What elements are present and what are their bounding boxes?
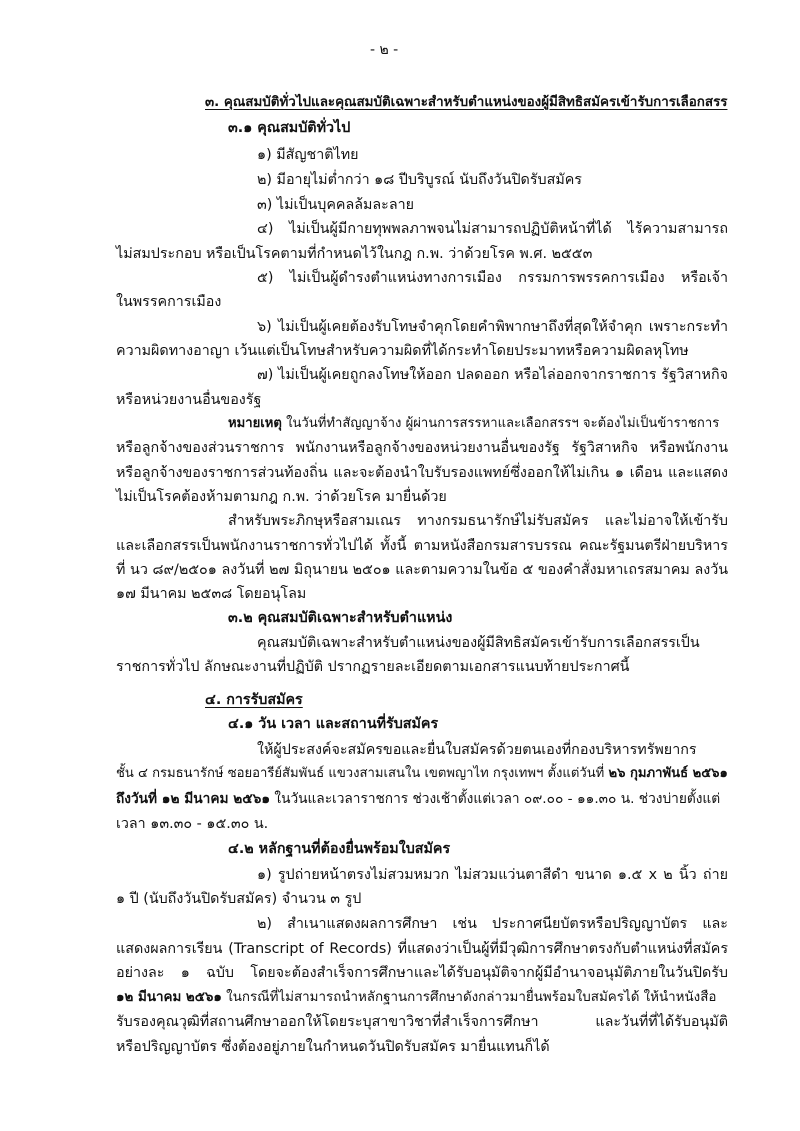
section-3-1-title: ๓.๑ คุณสมบัติทั่วไป	[228, 120, 351, 136]
note-text: ในวันที่ทำสัญญาจ้าง ผู้ผ่านการสรรหาและเลือกสรรฯ จะต้องไม่เป็นข้าราชการ	[281, 416, 720, 431]
closing-date-text: ในกรณีที่ไม่สามารถนำหลักฐานการศึกษาดังกล่าวมายื่นพร้อมใบสมัครได้ ให้นำหนังสือ	[221, 990, 717, 1005]
section-4-heading: ๔. การรับสมัคร	[205, 692, 303, 708]
document-item-2-line-3: อย่างละ ๑ ฉบับ โดยจะต้องสำเร็จการศึกษาและได้รับอนุมัติจากผู้มีอำนาจอนุมัติภายในวันปิดรับ	[116, 965, 728, 981]
note-line-2: หรือลูกจ้างของส่วนราชการ พนักงานหรือลูกจ้างของหน่วยงานอื่นของรัฐ รัฐวิสาหกิจ หรือพนักงาน	[116, 440, 728, 456]
end-date: ถึงวันที่ ๑๒ มีนาคม ๒๕๖๑	[116, 791, 271, 807]
qualification-item-3: ๓) ไม่เป็นบุคคลล้มละลาย	[257, 197, 415, 213]
start-date: ๒๖ กุมภาพันธ์ ๒๕๖๑	[608, 766, 728, 781]
closing-date: ๑๒ มีนาคม ๒๕๖๑	[116, 990, 222, 1005]
qualification-item-6-line-2: ความผิดทางอาญา เว้นแต่เป็นโทษสำหรับความผิดที่ได้กระทำโดยประมาทหรือความผิดลหุโทษ	[116, 343, 689, 359]
section-3-2-title: ๓.๒ คุณสมบัติเฉพาะสำหรับตำแหน่ง	[228, 610, 453, 626]
qualification-item-7-line-2: หรือหน่วยงานอื่นของรัฐ	[116, 392, 262, 408]
section-3-heading: ๓. คุณสมบัติทั่วไปและคุณสมบัติเฉพาะสำหรับตำแหน่งของผู้มีสิทธิสมัครเข้ารับการเลือกสรร	[205, 95, 728, 110]
office-hours-text: ในวันและเวลาราชการ ช่วงเช้าตั้งแต่เวลา ๐๙.๐๐ - ๑๑.๓๐ น. ช่วงบ่ายตั้งแต่	[270, 791, 721, 807]
section-4-1-line-2	[116, 762, 728, 786]
qualification-item-5-line-1: ๕) ไม่เป็นผู้ดำรงตำแหน่งทางการเมือง กรรมการพรรคการเมือง หรือเจ้า	[257, 270, 728, 286]
document-item-1-line-1: ๑) รูปถ่ายหน้าตรงไม่สวมหมวก ไม่สวมแว่นตาสีดำ ขนาด ๑.๕ x ๒ นิ้ว ถ่าย	[257, 867, 728, 883]
qualification-item-4-line-1: ๔) ไม่เป็นผู้มีกายทุพพลภาพจนไม่สามารถปฏิบัติหน้าที่ได้ ไร้ความสามารถ	[257, 221, 728, 237]
address-text: ชั้น ๔ กรมธนารักษ์ ซอยอารีย์สัมพันธ์ แขวงสามเสนใน เขตพญาไท กรุงเทพฯ ตั้งแต่วันที่	[116, 766, 609, 781]
qualification-item-1: ๑) มีสัญชาติไทย	[257, 147, 359, 163]
note-line-4: ไม่เป็นโรคต้องห้ามตามกฎ ก.พ. ว่าด้วยโรค มายื่นด้วย	[116, 489, 447, 505]
qualification-item-5-line-2: ในพรรคการเมือง	[116, 294, 222, 310]
qualification-item-4-line-2: ไม่สมประกอบ หรือเป็นโรคตามที่กำหนดไว้ในกฎ ก.พ. ว่าด้วยโรค พ.ศ. ๒๕๕๓	[116, 246, 593, 262]
monk-paragraph-line-1: สำหรับพระภิกษุหรือสามเณร ทางกรมธนารักษ์ไม่รับสมัคร และไม่อาจให้เข้ารับ	[228, 513, 728, 529]
qualification-item-2: ๒) มีอายุไม่ต่ำกว่า ๑๘ ปีบริบูรณ์ นับถึงวันปิดรับสมัคร	[257, 172, 582, 188]
monk-paragraph-line-3: ที่ นว ๘๙/๒๕๐๑ ลงวันที่ ๒๗ มิถุนายน ๒๕๐๑ และตามความในข้อ ๕ ของคำสั่งมหาเถรสมาคม ลงวัน	[116, 562, 728, 578]
section-4-1-line-3	[116, 787, 728, 811]
document-item-1-line-2: ๑ ปี (นับถึงวันปิดรับสมัคร) จำนวน ๓ รูป	[116, 891, 362, 907]
document-item-2-line-5: รับรองคุณวุฒิที่สถานศึกษาออกให้โดยระบุสาขาวิชาที่สำเร็จการศึกษา และวันที่ที่ได้รับอนุมัติ	[116, 1014, 728, 1030]
document-item-2-line-4	[116, 986, 728, 1010]
qualification-item-7-line-1: ๗) ไม่เป็นผู้เคยถูกลงโทษให้ออก ปลดออก หรือไล่ออกจากราชการ รัฐวิสาหกิจ	[257, 367, 728, 383]
section-4-2-title: ๔.๒ หลักฐานที่ต้องยื่นพร้อมใบสมัคร	[228, 841, 451, 857]
section-3-2-line-2: ราชการทั่วไป ลักษณะงานที่ปฏิบัติ ปรากฏรายละเอียดตามเอกสารแนบท้ายประกาศนี้	[116, 659, 630, 675]
document-item-2-line-1: ๒) สำเนาแสดงผลการศึกษา เช่น ประกาศนียบัตรหรือปริญญาบัตร และ	[257, 916, 728, 932]
monk-paragraph-line-4: ๑๗ มีนาคม ๒๕๓๘ โดยอนุโลม	[116, 586, 307, 602]
monk-paragraph-line-2: และเลือกสรรเป็นพนักงานราชการทั่วไปได้ ทั้งนี้ ตามหนังสือกรมสารบรรณ คณะรัฐมนตรีฝ่ายบริหาร	[116, 538, 728, 554]
note-line-1	[228, 412, 728, 436]
document-item-2-line-2: แสดงผลการเรียน (Transcript of Records) ที่แสดงว่าเป็นผู้ที่มีวุฒิการศึกษาตรงกับตำแหน่งที่สมัคร	[116, 941, 728, 957]
section-4-1-line-1: ให้ผู้ประสงค์จะสมัครขอและยื่นใบสมัครด้วยตนเองที่กองบริหารทรัพยากร	[257, 742, 697, 758]
note-line-3: หรือลูกจ้างของราชการส่วนท้องถิ่น และจะต้องนำใบรับรองแพทย์ซึ่งออกให้ไม่เกิน ๑ เดือน และแสดง	[116, 465, 728, 481]
section-4-1-title: ๔.๑ วัน เวลา และสถานที่รับสมัคร	[228, 716, 439, 732]
page-number: - ๒ -	[370, 42, 399, 58]
qualification-item-6-line-1: ๖) ไม่เป็นผู้เคยต้องรับโทษจำคุกโดยคำพิพากษาถึงที่สุดให้จำคุก เพราะกระทำ	[257, 319, 728, 335]
document-item-2-line-6: หรือปริญญาบัตร ซึ่งต้องอยู่ภายในกำหนดวันปิดรับสมัคร มายื่นแทนก็ได้	[116, 1039, 550, 1055]
section-4-1-line-4: เวลา ๑๓.๓๐ - ๑๕.๓๐ น.	[116, 816, 269, 832]
note-label: หมายเหตุ	[228, 416, 282, 431]
section-3-2-line-1: คุณสมบัติเฉพาะสำหรับตำแหน่งของผู้มีสิทธิสมัครเข้ารับการเลือกสรรเป็น	[257, 635, 700, 651]
